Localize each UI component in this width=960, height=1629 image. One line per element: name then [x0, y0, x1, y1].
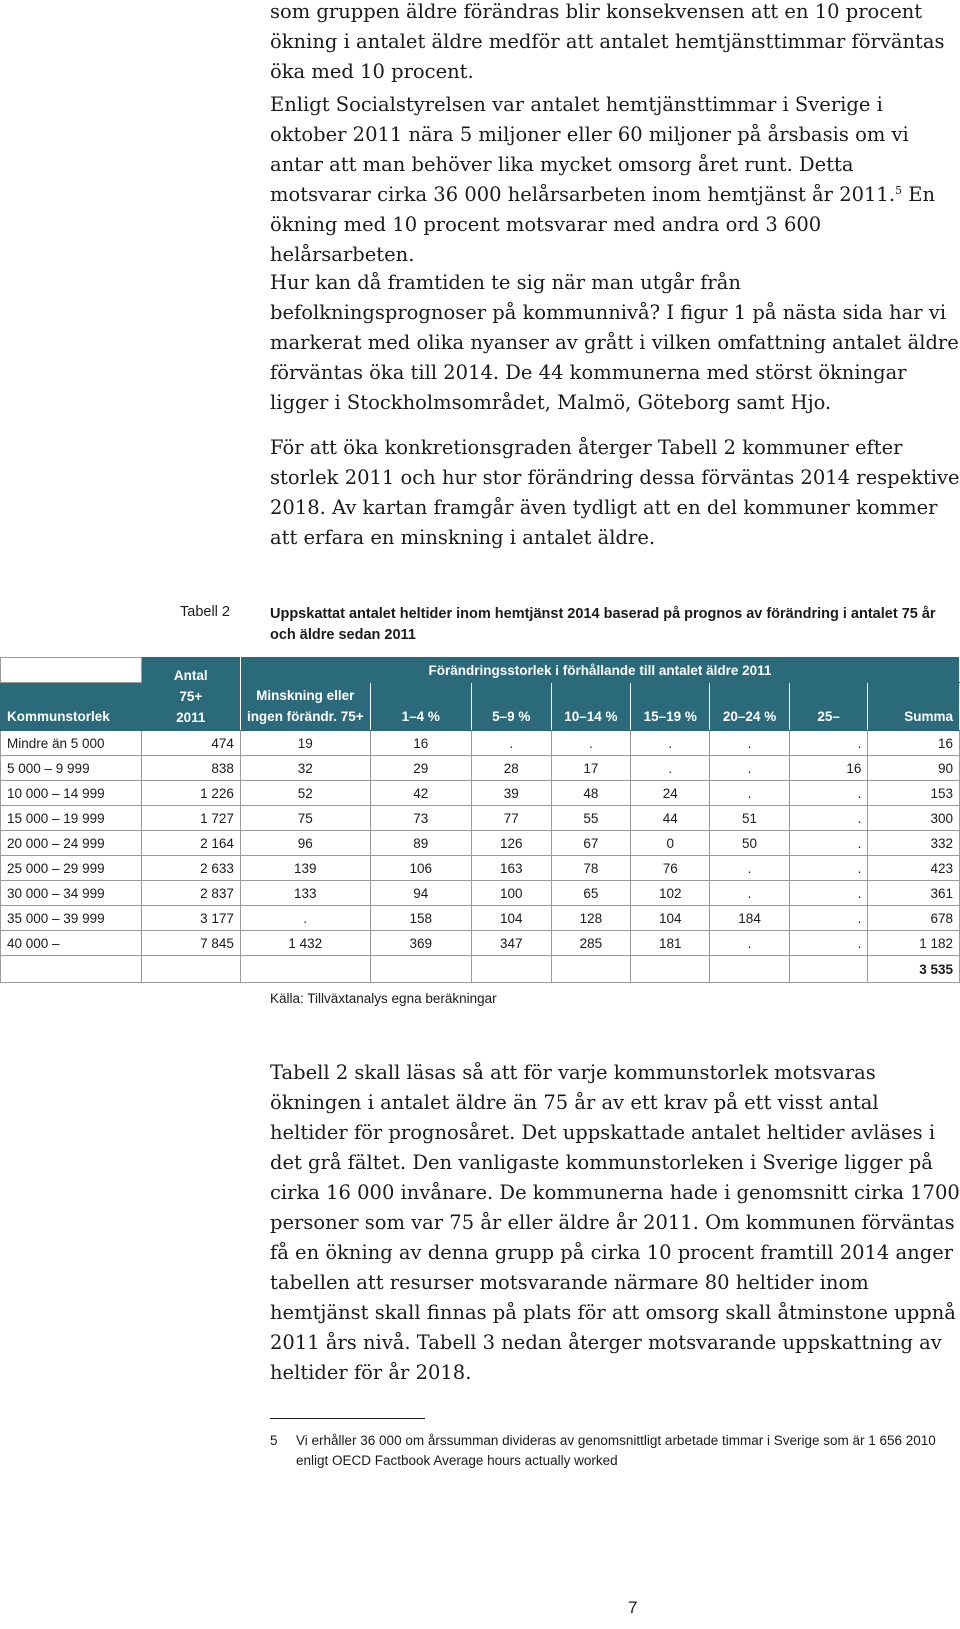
table-cell: 1 182 [868, 931, 960, 956]
col-header-kommunstorlek: Kommunstorlek [1, 683, 142, 731]
table-cell: 3 177 [141, 906, 240, 931]
table-cell: 158 [370, 906, 471, 931]
table-cell: . [551, 731, 631, 756]
table-cell: 163 [471, 856, 551, 881]
table-cell: 28 [471, 756, 551, 781]
col-header-10-14: 10–14 % [551, 683, 631, 731]
footnote-number: 5 [270, 1433, 278, 1448]
col-header-5-9: 5–9 % [471, 683, 551, 731]
table-cell: 102 [631, 881, 710, 906]
table-row [1, 906, 960, 931]
col-header-antal: Antal 75+ 2011 [141, 658, 240, 731]
table-row-label: 35 000 – 39 999 [1, 906, 142, 931]
table-cell: . [789, 881, 867, 906]
col-header-span: Förändringsstorlek i förhållande till antalet äldre 2011 [240, 658, 959, 683]
paragraph-5: Tabell 2 skall läsas så att för varje kommunstorlek motsvaras ökningen i antalet äldre än 75 år av ett krav på ett visst antal heltider för prognosåret. Det uppskattade antalet heltider avläses i det grå fältet. Den vanligaste kommunstorleken i Sverige ligger på cirka 16 000 invånare. De kommunerna hade i genomsnitt cirka 1700 personer som var 75 år eller äldre år 2011. Om kommunen förväntas få en ökning av denna grupp på cirka 10 procent framtill 2014 anger tabellen att resurser motsvarande närmare 80 heltider inom hemtjänst skall finnas på plats för att omsorg skall åtminstone uppnå 2011 års nivå. Tabell 3 nedan återger motsvarande uppskattning av heltider för år 2018. [270, 1061, 960, 1384]
table-cell: 153 [868, 781, 960, 806]
table-cell: 184 [710, 906, 790, 931]
table-cell: 104 [471, 906, 551, 931]
table-cell: 0 [631, 831, 710, 856]
table-cell: . [240, 906, 370, 931]
table-cell: 19 [240, 731, 370, 756]
table-cell: 52 [240, 781, 370, 806]
table-cell: 2 837 [141, 881, 240, 906]
table-cell: 369 [370, 931, 471, 956]
table-total-value: 3 535 [868, 956, 960, 983]
page-number: 7 [628, 1598, 638, 1617]
table-cell: 24 [631, 781, 710, 806]
table-cell: 16 [789, 756, 867, 781]
table-cell: 17 [551, 756, 631, 781]
table-row-label: 25 000 – 29 999 [1, 856, 142, 881]
table-row-label: 5 000 – 9 999 [1, 756, 142, 781]
col-header-25: 25– [789, 683, 867, 731]
table-row-label: 20 000 – 24 999 [1, 831, 142, 856]
table-cell: 42 [370, 781, 471, 806]
table-cell: 285 [551, 931, 631, 956]
paragraph-3: Hur kan då framtiden te sig när man utgår från befolkningsprognoser på kommunnivå? I figur 1 på nästa sida har vi markerat med olika nyanser av grått i vilken omfattning antalet äldre förväntas öka till 2014. De 44 kommunerna med störst ökningar ligger i Stockholmsområdet, Malmö, Göteborg samt Hjo. [270, 271, 959, 414]
table-cell: . [789, 906, 867, 931]
table-cell: . [789, 731, 867, 756]
paragraph-4: För att öka konkretionsgraden återger Tabell 2 kommuner efter storlek 2011 och hur stor förändring dessa förväntas 2014 respektive 2018. Av kartan framgår även tydligt att en del kommuner kommer att erfara en minskning i antalet äldre. [270, 436, 960, 549]
table-cell: 44 [631, 806, 710, 831]
paragraph-2 [270, 90, 960, 270]
footnote-ref[interactable]: 5 [895, 184, 903, 197]
table-cell: 65 [551, 881, 631, 906]
table-cell: 126 [471, 831, 551, 856]
table-cell: 90 [868, 756, 960, 781]
table-cell: . [710, 881, 790, 906]
table-cell: . [710, 856, 790, 881]
table-row-label: 10 000 – 14 999 [1, 781, 142, 806]
table-row [1, 831, 960, 856]
table-cell: 332 [868, 831, 960, 856]
table-cell: 94 [370, 881, 471, 906]
table-cell: 678 [868, 906, 960, 931]
table-cell: . [631, 756, 710, 781]
table-header-row-1 [1, 658, 960, 683]
table-cell: 39 [471, 781, 551, 806]
table-cell: 300 [868, 806, 960, 831]
table-cell: . [710, 931, 790, 956]
table-caption: Uppskattat antalet heltider inom hemtjänst 2014 baserad på prognos av förändring i antalet 75 år och äldre sedan 2011 [270, 606, 936, 643]
table-row-label: 15 000 – 19 999 [1, 806, 142, 831]
paragraph-2-text-b: En ökning med 10 procent motsvarar med andra ord 3 600 helårsarbeten. [270, 183, 936, 266]
table-cell: 133 [240, 881, 370, 906]
table-cell: 128 [551, 906, 631, 931]
col-header-1-4: 1–4 % [370, 683, 471, 731]
table-cell: 51 [710, 806, 790, 831]
paragraph-2-text-a: Enligt Socialstyrelsen var antalet hemtjänsttimmar i Sverige i oktober 2011 nära 5 miljoner eller 60 miljoner på årsbasis om vi antar att man behöver lika mycket omsorg året runt. Detta motsvarar cirka 36 000 helårsarbeten inom hemtjänst år 2011. [270, 93, 909, 206]
table-cell: 139 [240, 856, 370, 881]
table-row-label: Mindre än 5 000 [1, 731, 142, 756]
table-row-label: 30 000 – 34 999 [1, 881, 142, 906]
data-table [0, 657, 960, 983]
table-cell: 55 [551, 806, 631, 831]
paragraph-1: som gruppen äldre förändras blir konsekvensen att en 10 procent ökning i antalet äldre medför att antalet hemtjänsttimmar förväntas öka med 10 procent. [270, 0, 945, 83]
footnote-text: Vi erhåller 36 000 om årssumman divideras av genomsnittligt arbetade timmar i Sverige som är 1 656 2010 enligt OECD Factbook Average hours actually worked [296, 1433, 936, 1468]
table-cell: 77 [471, 806, 551, 831]
table-row [1, 931, 960, 956]
table-cell: . [789, 806, 867, 831]
table-total-row [1, 956, 960, 983]
footnote-divider [270, 1418, 425, 1419]
table-cell: . [789, 781, 867, 806]
table-cell: 48 [551, 781, 631, 806]
table-cell: 76 [631, 856, 710, 881]
table-label: Tabell 2 [180, 604, 230, 620]
table-cell: 423 [868, 856, 960, 881]
table-cell: 1 226 [141, 781, 240, 806]
col-header-summa: Summa [868, 683, 960, 731]
table-cell: 1 727 [141, 806, 240, 831]
table-cell: . [789, 856, 867, 881]
table-cell: 106 [370, 856, 471, 881]
table-cell: 100 [471, 881, 551, 906]
table-source: Källa: Tillväxtanalys egna beräkningar [270, 991, 497, 1006]
table-cell: . [710, 756, 790, 781]
table-cell: 96 [240, 831, 370, 856]
table-cell: . [631, 731, 710, 756]
table-cell: 78 [551, 856, 631, 881]
table-row [1, 856, 960, 881]
table-cell: . [710, 781, 790, 806]
table-cell: 1 432 [240, 931, 370, 956]
table-row [1, 781, 960, 806]
footnote [270, 1431, 960, 1471]
table-cell: . [471, 731, 551, 756]
table-cell: . [789, 831, 867, 856]
table-cell: 474 [141, 731, 240, 756]
table-cell: 104 [631, 906, 710, 931]
table-row [1, 756, 960, 781]
table-cell: 29 [370, 756, 471, 781]
table-row [1, 881, 960, 906]
table-cell: 89 [370, 831, 471, 856]
table-cell: 16 [370, 731, 471, 756]
table-cell: 838 [141, 756, 240, 781]
table-cell: 50 [710, 831, 790, 856]
table-cell: 2 633 [141, 856, 240, 881]
table-cell: . [710, 731, 790, 756]
col-header-20-24: 20–24 % [710, 683, 790, 731]
table-cell: 32 [240, 756, 370, 781]
table-row-label: 40 000 – [1, 931, 142, 956]
table-cell: 361 [868, 881, 960, 906]
col-header-minskning: Minskning eller ingen förändr. 75+ [240, 683, 370, 731]
col-header-15-19: 15–19 % [631, 683, 710, 731]
table-row [1, 806, 960, 831]
table-cell: 347 [471, 931, 551, 956]
table-cell: 2 164 [141, 831, 240, 856]
table-cell: 7 845 [141, 931, 240, 956]
table-cell: 75 [240, 806, 370, 831]
table-cell: 73 [370, 806, 471, 831]
table-row [1, 731, 960, 756]
table-cell: 16 [868, 731, 960, 756]
table-cell: 67 [551, 831, 631, 856]
table-cell: 181 [631, 931, 710, 956]
table-cell: . [789, 931, 867, 956]
